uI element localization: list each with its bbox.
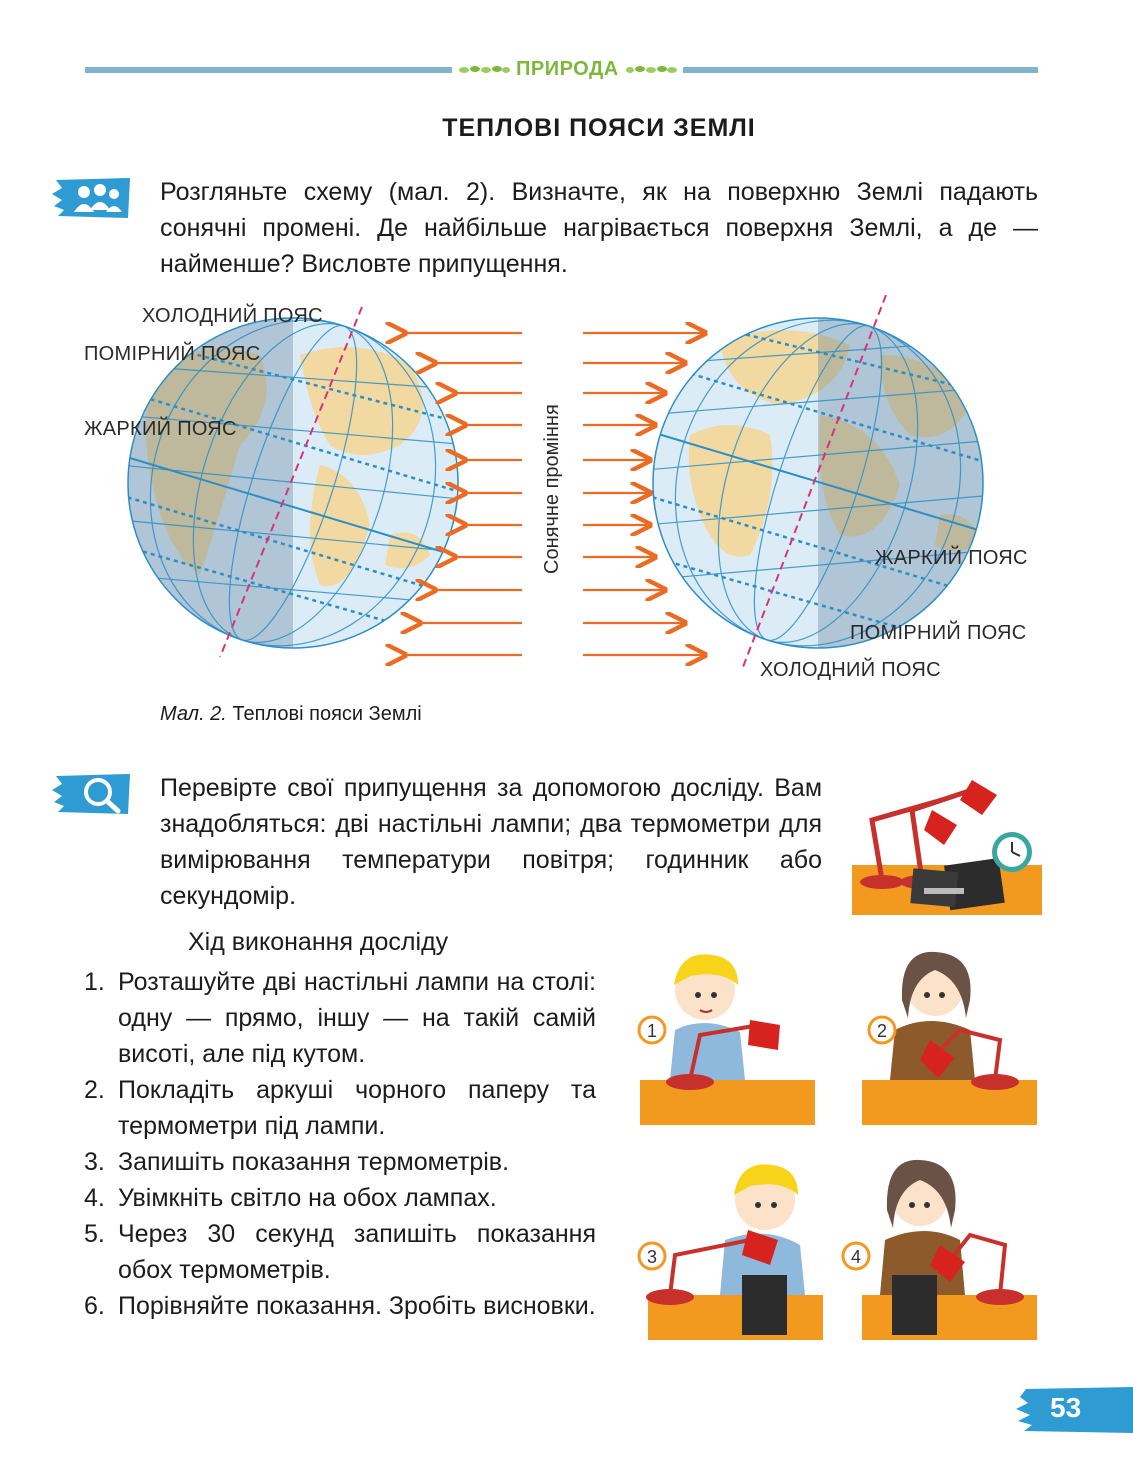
leaf-ornament-left-icon (458, 64, 510, 74)
panel-4-number: 4 (850, 1247, 862, 1267)
steps-list (84, 964, 596, 1324)
right-cold-zone-label: ХОЛОДНИЙ ПОЯС (760, 659, 941, 681)
left-temperate-zone-label: ПОМІРНИЙ ПОЯС (84, 343, 261, 365)
step-text: Порівняйте показання. Зробіть висновки. (118, 1292, 596, 1320)
left-cold-zone-label: ХОЛОДНИЙ ПОЯС (142, 305, 323, 327)
panel-1-number: 1 (646, 1021, 658, 1041)
caption-prefix: Мал. 2. (160, 703, 227, 725)
step-text: Покладіть аркуші чорного паперу та термометри під лампи. (118, 1076, 596, 1140)
steps-heading: Хід виконання досліду (188, 928, 449, 956)
page-title: ТЕПЛОВІ ПОЯСИ ЗЕМЛІ (442, 114, 756, 142)
rays-label: Сонячне проміння (541, 404, 563, 574)
step-item (84, 1288, 596, 1324)
step-item (84, 1216, 596, 1288)
step-number: 6. (84, 1292, 105, 1320)
leaf-ornament-right-icon (625, 64, 677, 74)
step-number: 5. (84, 1220, 105, 1248)
magnifier-icon (52, 772, 132, 816)
step-number: 4. (84, 1184, 105, 1212)
step-text: Розташуйте дві настільні лампи на столі: одну — прямо, іншу — на такій самій висоті, але під кутом. (118, 968, 596, 1068)
panel-2-number: 2 (876, 1021, 888, 1041)
section-name: ПРИРОДА (516, 57, 619, 80)
step-item (84, 1180, 596, 1216)
experiment-paragraph: Перевірте свої припущення за допомогою досліду. Вам знадобляться: дві настільні лампи; два термометри для вимірювання температури повітря; годинник або секундомір. (160, 774, 822, 910)
experiment-illustrations (630, 940, 1040, 1350)
panel-3-number: 3 (646, 1247, 658, 1267)
step-item (84, 964, 596, 1072)
page-number: 53 (1050, 1392, 1082, 1423)
section-badge (452, 56, 683, 82)
panel-3-illustration (646, 1164, 823, 1340)
right-hot-zone-label: ЖАРКИЙ ПОЯС (875, 547, 1028, 569)
step-number: 1. (84, 968, 105, 996)
right-temperate-zone-label: ПОМІРНИЙ ПОЯС (850, 622, 1027, 644)
caption-text: Теплові пояси Землі (232, 703, 422, 725)
step-item (84, 1072, 596, 1144)
group-discussion-icon (52, 176, 132, 220)
figure-caption (160, 703, 422, 726)
step-text: Запишіть показання термометрів. (118, 1148, 510, 1176)
step-text: Через 30 секунд запишіть показання обох термометрів. (118, 1220, 596, 1284)
left-hot-zone-label: ЖАРКИЙ ПОЯС (84, 418, 237, 440)
step-text: Увімкніть світло на обох лампах. (118, 1184, 497, 1212)
step-number: 2. (84, 1076, 105, 1104)
panel-1-illustration (640, 954, 815, 1125)
lamps-equipment-illustration (852, 770, 1042, 920)
step-number: 3. (84, 1148, 105, 1176)
intro-paragraph: Розгляньте схему (мал. 2). Визначте, як на поверхню Землі падають сонячні промені. Де найбільше нагрівається поверхня Землі, а де — найменше? Висловте припущення. (160, 178, 1038, 278)
panel-4-illustration (862, 1160, 1037, 1340)
step-item (84, 1144, 596, 1180)
